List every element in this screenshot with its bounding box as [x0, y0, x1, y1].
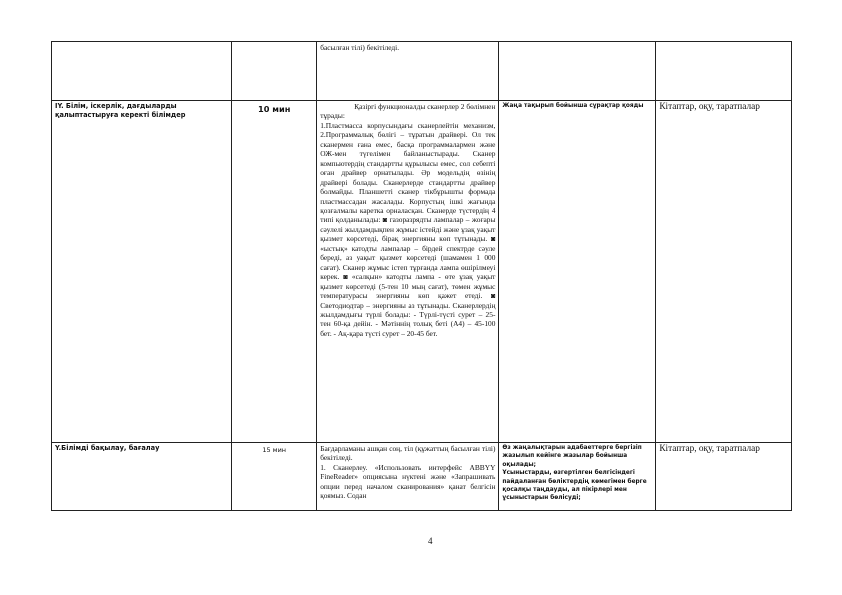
- page-number: 4: [428, 536, 433, 546]
- table-row: [52, 443, 792, 511]
- activity-line: Өз жаңалықтарын адабаеттерге бергізіп жазылып кейінге жазылар бойынша оқылады;: [502, 445, 642, 468]
- table-row: [52, 101, 792, 443]
- content-cell: [317, 101, 499, 443]
- content-cell: [317, 42, 499, 101]
- table-row: [52, 42, 792, 101]
- activity-line: Ұсыныстарды, өзгертілген белгісіндегі пайдаланған бөліктердің көмегімен берге қосалқы таңдауды, ал пікірлері мен ұсыныстарын бөлісуді;: [502, 470, 647, 502]
- time-cell: [232, 42, 317, 101]
- resources-cell: [656, 42, 792, 101]
- activity-cell: [499, 443, 656, 511]
- stage-cell: [52, 42, 232, 101]
- stage-cell: IY. Білім, іскерлік, дағдыларды қалыптастыруға керекті білімдер: [52, 101, 232, 443]
- resources-cell: Кітаптар, оқу, таратпалар: [656, 443, 792, 511]
- time-cell: 10 мин: [232, 101, 317, 443]
- time-cell: 15 мин: [232, 443, 317, 511]
- content-paragraph: 1.Пластмасса корпусындағы сканерлейтін механизм, 2.Программалық бөлігі – тұратын драйвері. Ол тек сканермен ғана емес, басқа программалармен және ОЖ-мен түгелімен байланыстырады. Сканер компьютердің стандартты құрылысы емес, сол себепті оған драйвер орнатылады. Әр модельдің өзінің драйвері болады. Сканерлерде стандартты драйвер болмайды. Планшетті сканер тікбұрышты формада пластмассадан жасалады. Корпустың ішкі жағында қозғалмалы каретка орналасқан. Сканерде түстердің 4 типі қолданылады: ◙ газоразрядты лампалар – жоғары сәулелі жылдамдықпен жұмыс істейді және ұзақ уақыт қызмет көрсетеді, бірақ энергияны көп тұтынады. ◙ «ыстық» катодты лампалар – бірдей спектрде сәуле береді, аз уақыт қызмет көрсетеді (шамамен 1 000 сағат). Сканер жұмыс істеп тұрғанда лампа өшірілмеуі керек. ◙ «салқын» катодты лампа - өте ұзақ уақыт қызмет көрсетеді (5-тен 10 мың сағат), төмен жұмыс температурасы энергияны көп қажет етеді. ◙ Светодиодтар – энергияны аз тұтынады. Сканерлердің жылдамдығы түрлі болады: - Түрлі-түсті сурет – 25-тен 60-қа дейін. - Мәтіннің толық беті (А4) – 45-100 бет. - Ақ-қара түсті сурет – 20-45 бет.: [320, 120, 496, 338]
- activity-cell: [499, 42, 656, 101]
- content-paragraph: 1. Сканерлеу. «Использовать интерфейс ABBYY FineReader» опциясына нүктені және «Запрашивать опции перед началом сканирования» қанат белгісін қоямыз. Содан: [320, 462, 496, 501]
- stage-cell: Y.Білімді бақылау, бағалау: [52, 443, 232, 511]
- content-paragraph: басылған тілі) бекітіледі.: [320, 43, 400, 52]
- lesson-plan-table: [51, 41, 792, 511]
- content-paragraph: Бағдарламаны ашқан соң, тіл (құжаттың басылған тілі) бекітіледі.: [320, 444, 496, 463]
- activity-cell: [499, 101, 656, 443]
- activity-line: Жаңа тақырып бойынша сұрақтар қояды: [502, 103, 644, 109]
- content-cell: [317, 443, 499, 511]
- content-paragraph: Қазіргі функционалды сканерлер 2 бөлімнен тұрады:: [320, 102, 496, 121]
- resources-cell: Кітаптар, оқу, таратпалар: [656, 101, 792, 443]
